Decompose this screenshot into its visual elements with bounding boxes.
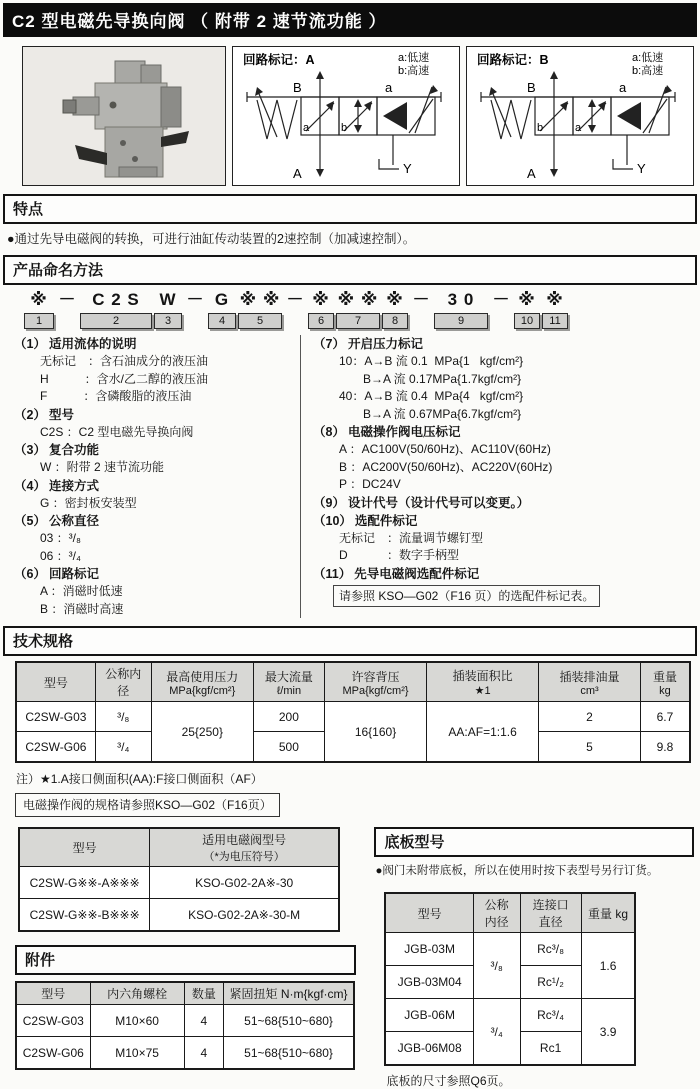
diagram-b-legend-high: b:高速 (632, 65, 664, 77)
diagram-b-title: 回路标记：B (477, 53, 549, 67)
col-area-ratio: 插装面积比 ★1 (427, 662, 539, 702)
diagram-a-port-a-bottom: A (293, 166, 302, 181)
top-row (22, 46, 694, 186)
diagram-a-box2-label: b (341, 122, 348, 134)
code-dash: － (286, 290, 304, 309)
naming-column-left (14, 335, 301, 618)
cell-backpressure: 16{160} (325, 702, 427, 763)
cell-drain: 5 (539, 732, 641, 763)
section-header-features: 特点 (3, 194, 697, 224)
naming-item-9: （9） 设计代号（设计代号可以变更。） (313, 495, 530, 510)
diagram-b-port-y: Y (637, 161, 646, 176)
col-model: 型号 (385, 893, 473, 933)
circuit-diagram-b (466, 46, 694, 186)
cell-torque: 51~68{510~680} (224, 1037, 354, 1070)
code-segment: ※ ※ 5 (239, 290, 281, 327)
cell-port: Rc¹/₂ (520, 966, 581, 999)
solenoid-row (19, 867, 339, 899)
col-bore: 公称内径 (95, 662, 151, 702)
accessories-table (15, 981, 355, 1070)
diagram-b-box2-label: a (575, 122, 582, 134)
naming-item-4: （4） 连接方式 G ：密封板安装型 (14, 478, 137, 510)
diagram-b-box1-label: b (537, 122, 544, 134)
cell-bore: ³/₄ (95, 732, 151, 763)
cell-weight: 1.6 (581, 933, 635, 999)
naming-item-2: （2） 型号 C2S ：C2 型电磁先导换向阀 (14, 407, 194, 439)
cell-model: C2SW-G06 (16, 732, 95, 763)
cell-valve: KSO-G02-2A※-30-M (150, 899, 339, 932)
lower-left-column (15, 827, 356, 1089)
naming-item-5: （5） 公称直径 03 ：³/₈ 06 ：³/₄ (14, 514, 99, 563)
code-segment: ※ 6 (308, 290, 334, 329)
col-weight: 重量 kg (640, 662, 690, 702)
cell-model: C2SW-G※※-A※※※ (19, 867, 150, 899)
diagram-a-port-b: B (293, 80, 302, 95)
lower-area (15, 827, 694, 1089)
diagram-b-port-a-top: a (619, 80, 627, 95)
code-segment: 3 0 9 (434, 290, 488, 329)
naming-item-8: （8） 电磁操作阀电压标记 A ：AC100V(50/60Hz)、AC110V(60Hz) B ：AC200V(50/60Hz)、AC220V(60Hz) P ：DC24V (313, 425, 553, 491)
col-backpressure: 许容背压 MPa{kgf/cm²} (325, 662, 427, 702)
cell-weight: 9.8 (640, 732, 690, 763)
spec-note: 注）★1.A接口侧面积(AA):F接口侧面积（AF） (16, 772, 263, 786)
cell-port: Rc³/₈ (520, 933, 581, 966)
baseplate-table (384, 892, 636, 1066)
naming-item-1: （1） 适用流体的说明 无标记 ：含石油成分的液压油 H ：含水/乙二醇的液压油 F ：含磷酸脂的液压油 (14, 337, 209, 403)
pilot-valve-ref-note: 请参照 KSO—G02（F16 页）的选配件标记表。 (333, 585, 600, 607)
col-flow: 最大流量 ℓ/min (253, 662, 324, 702)
product-photo (22, 46, 226, 186)
col-pressure: 最高使用压力 MPa{kgf/cm²} (151, 662, 253, 702)
col-port: 连接口 直径 (520, 893, 581, 933)
section-header-accessories: 附件 (15, 945, 356, 975)
section-header-baseplate: 底板型号 (374, 827, 694, 857)
code-dash: － (492, 290, 510, 309)
baseplate-bullet: ●阀门未附带底板，所以在使用时按下表型号另行订货。 (375, 865, 659, 877)
diagram-b-port-b: B (527, 80, 536, 95)
naming-column-right (301, 335, 700, 618)
cell-area-ratio: AA:AF=1:1.6 (427, 702, 539, 763)
circuit-diagram-a (232, 46, 460, 186)
code-segment: G 4 (208, 290, 236, 329)
code-segment: ※ 10 (514, 290, 540, 329)
solenoid-row (19, 899, 339, 932)
cell-drain: 2 (539, 702, 641, 732)
naming-columns (14, 335, 700, 618)
code-segment: C 2 S 2 (80, 290, 152, 329)
col-model: 型号 (16, 662, 95, 702)
cell-weight: 3.9 (581, 999, 635, 1066)
col-valve-model: 适用电磁阀型号 （*为电压符号） (150, 828, 339, 867)
code-segment: ※ 11 (542, 290, 568, 329)
cell-flow: 500 (253, 732, 324, 763)
col-bore: 公称 内径 (473, 893, 520, 933)
cell-flow: 200 (253, 702, 324, 732)
diagram-a-legend-high: b:高速 (398, 65, 430, 77)
cell-pressure: 25{250} (151, 702, 253, 763)
cell-model: C2SW-G06 (16, 1037, 90, 1070)
catalog-page (0, 3, 700, 1088)
cell-bore: ³/₈ (473, 933, 520, 999)
code-segment: ※ ※ 7 (337, 290, 379, 327)
solenoid-valve-table (18, 827, 340, 932)
spec-table (15, 661, 691, 763)
col-model: 型号 (16, 982, 90, 1005)
code-segment: W 3 (154, 290, 182, 329)
diagram-a-title: 回路标记：A (243, 53, 315, 67)
section-header-naming: 产品命名方法 (3, 255, 697, 285)
cell-model: JGB-06M (385, 999, 473, 1032)
naming-item-10: （10） 选配件标记 无标记 ：流量调节螺钉型 D ：数字手柄型 (313, 513, 484, 562)
naming-item-3: （3） 复合功能 W ：附带 2 速节流功能 (14, 443, 165, 474)
spec-header-row (16, 662, 690, 702)
valve-photo-illustration (23, 47, 225, 185)
col-torque: 紧固扭矩 N·m{kgf·cm} (224, 982, 354, 1005)
accessory-row (16, 1037, 354, 1070)
code-segment: ※ 8 (382, 290, 408, 329)
cell-model: JGB-03M04 (385, 966, 473, 999)
baseplate-row (385, 933, 635, 966)
col-weight: 重量 kg (581, 893, 635, 933)
page-title: C2 型电磁先导换向阀 （ 附带 2 速节流功能 ） (3, 3, 697, 37)
cell-qty: 4 (184, 1005, 223, 1037)
diagram-a-legend-low: a:低速 (398, 52, 430, 64)
diagram-b-port-a-bottom: A (527, 166, 536, 181)
diagram-b-legend-low: a:低速 (632, 52, 664, 64)
cell-model: C2SW-G03 (16, 1005, 90, 1037)
cell-model: JGB-06M08 (385, 1032, 473, 1066)
code-dash: － (186, 290, 204, 309)
diagram-a-box1-label: a (303, 122, 310, 134)
diagram-a-port-a-top: a (385, 80, 393, 95)
col-bolt: 内六角螺栓 (90, 982, 184, 1005)
cell-qty: 4 (184, 1037, 223, 1070)
col-model: 型号 (19, 828, 150, 867)
cell-bolt: M10×60 (90, 1005, 184, 1037)
col-drain-volume: 插装排油量 cm³ (539, 662, 641, 702)
diagram-a-port-y: Y (403, 161, 412, 176)
cell-bolt: M10×75 (90, 1037, 184, 1070)
baseplate-row (385, 999, 635, 1032)
cell-model: C2SW-G※※-B※※※ (19, 899, 150, 932)
cell-model: C2SW-G03 (16, 702, 95, 732)
features-bullet: ●通过先导电磁阀的转换，可进行油缸传动装置的2速控制（加减速控制）。 (7, 232, 416, 246)
naming-item-11: （11） 先导电磁阀选配件标记 请参照 KSO—G02（F16 页）的选配件标记表。 (313, 565, 700, 607)
spec-row (16, 702, 690, 732)
cell-port: Rc1 (520, 1032, 581, 1066)
cell-bore: ³/₈ (95, 702, 151, 732)
col-qty: 数量 (184, 982, 223, 1005)
code-dash: － (412, 290, 430, 309)
code-dash: － (58, 290, 76, 309)
cell-torque: 51~68{510~680} (224, 1005, 354, 1037)
cell-valve: KSO-G02-2A※-30 (150, 867, 339, 899)
baseplate-note: 底板的尺寸参照Q6页。 (386, 1074, 511, 1088)
naming-item-7: （7） 开启压力标记 10：A→B 流 0.1 MPa{1 kgf/cm²} B→A 流 0.17MPa{1.7kgf/cm²} 40：A→B 流 0.4 MPa{4 kgf/cm²} B→A 流 0.67MPa{6.7kgf/cm²} (313, 337, 524, 421)
cell-weight: 6.7 (640, 702, 690, 732)
cell-model: JGB-03M (385, 933, 473, 966)
lower-right-column (374, 827, 694, 1089)
cell-bore: ³/₄ (473, 999, 520, 1066)
section-header-specs: 技术规格 (3, 626, 697, 656)
model-code-row (24, 290, 700, 329)
naming-item-6: （6） 回路标记 A ：消磁时低速 B ：消磁时高速 (14, 567, 124, 616)
cell-port: Rc³/₄ (520, 999, 581, 1032)
spec-boxed-note: 电磁操作阀的规格请参照KSO—G02（F16页） (15, 793, 280, 817)
code-segment: ※ 1 (24, 290, 54, 329)
accessory-row (16, 1005, 354, 1037)
